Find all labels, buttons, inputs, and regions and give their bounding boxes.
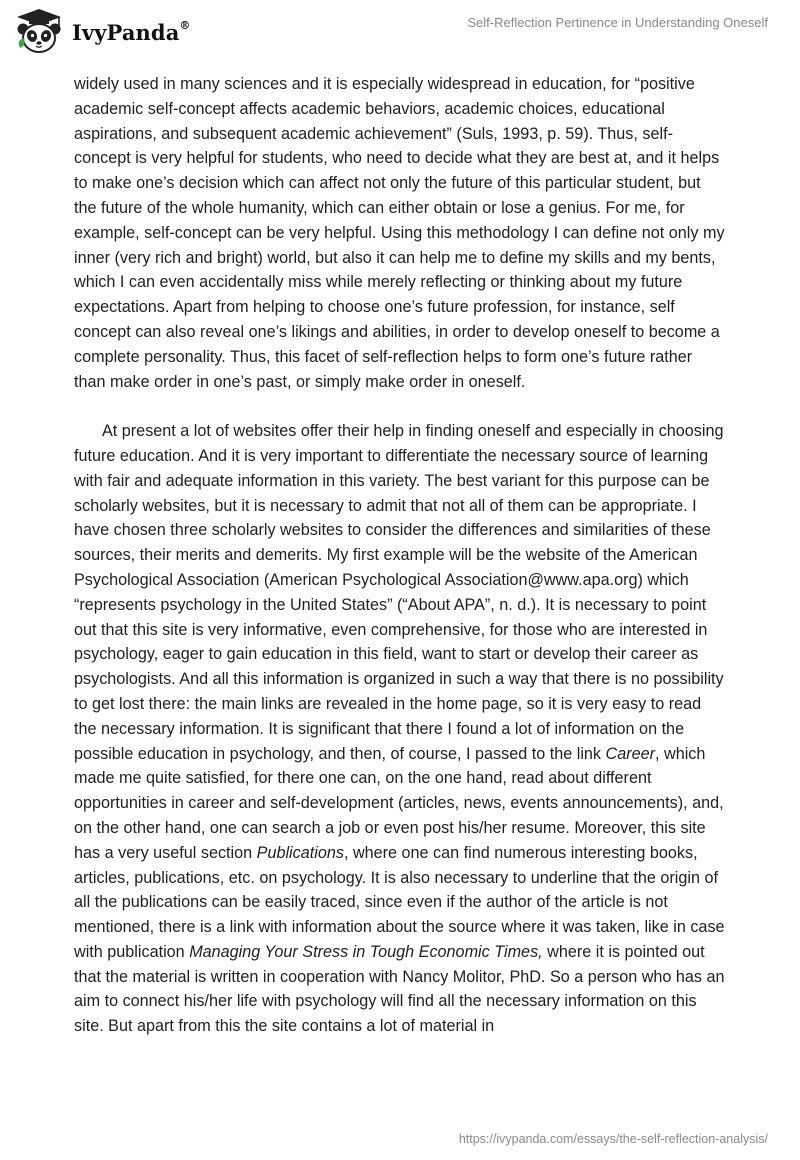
document-title: Self-Reflection Pertinence in Understanding Oneself [467, 15, 768, 30]
ivypanda-logo[interactable] [14, 8, 191, 54]
essay-body [74, 72, 726, 1039]
publication-title: Managing Your Stress in Tough Economic Times, [189, 942, 543, 961]
paragraph-2-part-d: where it is pointed out that the material is written in cooperation with Nancy Molitor, PhD. So a person who has an aim to connect his/her life with psychology will find all the necessary information on this site. But apart from this the site contains a lot of material in [74, 942, 725, 1036]
logo-text: IvyPanda® [72, 18, 191, 45]
paragraph-2 [74, 419, 726, 1039]
source-url[interactable]: https://ivypanda.com/essays/the-self-reflection-analysis/ [458, 1132, 768, 1146]
page-header [0, 0, 800, 70]
paragraph-2-part-c: , where one can find numerous interesting books, articles, publications, etc. on psychology. It is also necessary to underline that the origin of all the publications can be easily traced, since even if the author of the article is not mentioned, there is a link with information about the source where it was taken, like in case with publication [74, 843, 725, 961]
panda-graduate-icon [14, 8, 64, 54]
publications-section-text: Publications [256, 843, 344, 862]
career-link-text: Career [605, 744, 656, 763]
registered-mark: ® [179, 18, 191, 32]
paragraph-2-part-a: At present a lot of websites offer their help in finding oneself and especially in choosing future education. And it is very important to differentiate the necessary source of learning with fair and adequate information in this variety. The best variant for this purpose can be scholarly websites, but it is necessary to admit that not all of them can be appropriate. I have chosen three scholarly websites to consider the differences and similarities of these sources, their merits and demerits. My first example will be the website of the American Psychological Association (American Psychological Association@www.apa.org) which “represents psychology in the United States” (“About APA”, n. d.). It is necessary to point out that this site is very informative, even comprehensive, for those who are interested in psychology, eager to gain education in this field, want to start or develop their career as psychologists. And all this information is organized in such a way that there is no possibility to get lost there: the main links are revealed in the home page, so it is very easy to read the necessary information. It is significant that there I found a lot of information on the possible education in psychology, and then, of course, I passed to the link [74, 422, 724, 763]
paragraph-1: widely used in many sciences and it is especially widespread in education, for “positive academic self-concept affects academic behaviors, academic choices, educational aspirations, and subsequent academic achievement” (Suls, 1993, p. 59). Thus, self-concept is very helpful for students, who need to decide what they are best at, and it helps to make one’s decision which can affect not only the future of this particular student, but the future of the whole humanity, which can either obtain or lose a genius. For me, for example, self-concept can be very helpful. Using this methodology I can define not only my inner (very rich and bright) world, but also it can help me to define my skills and my bents, which I can even accidentally miss while merely reflecting or thinking about my future expectations. Apart from helping to choose one’s future profession, for instance, self concept can also reveal one’s likings and abilities, in order to develop oneself to become a complete personality. Thus, this facet of self-reflection helps to form one’s future rather than make order in one’s past, or simply make order in oneself. [74, 75, 725, 391]
paragraph-2-part-b: , which made me quite satisfied, for there one can, on the one hand, read about different opportunities in career and self-development (articles, news, events announcements), and, on the other hand, one can search a job or even post his/her resume. Moreover, this site has a very useful section [74, 744, 724, 862]
